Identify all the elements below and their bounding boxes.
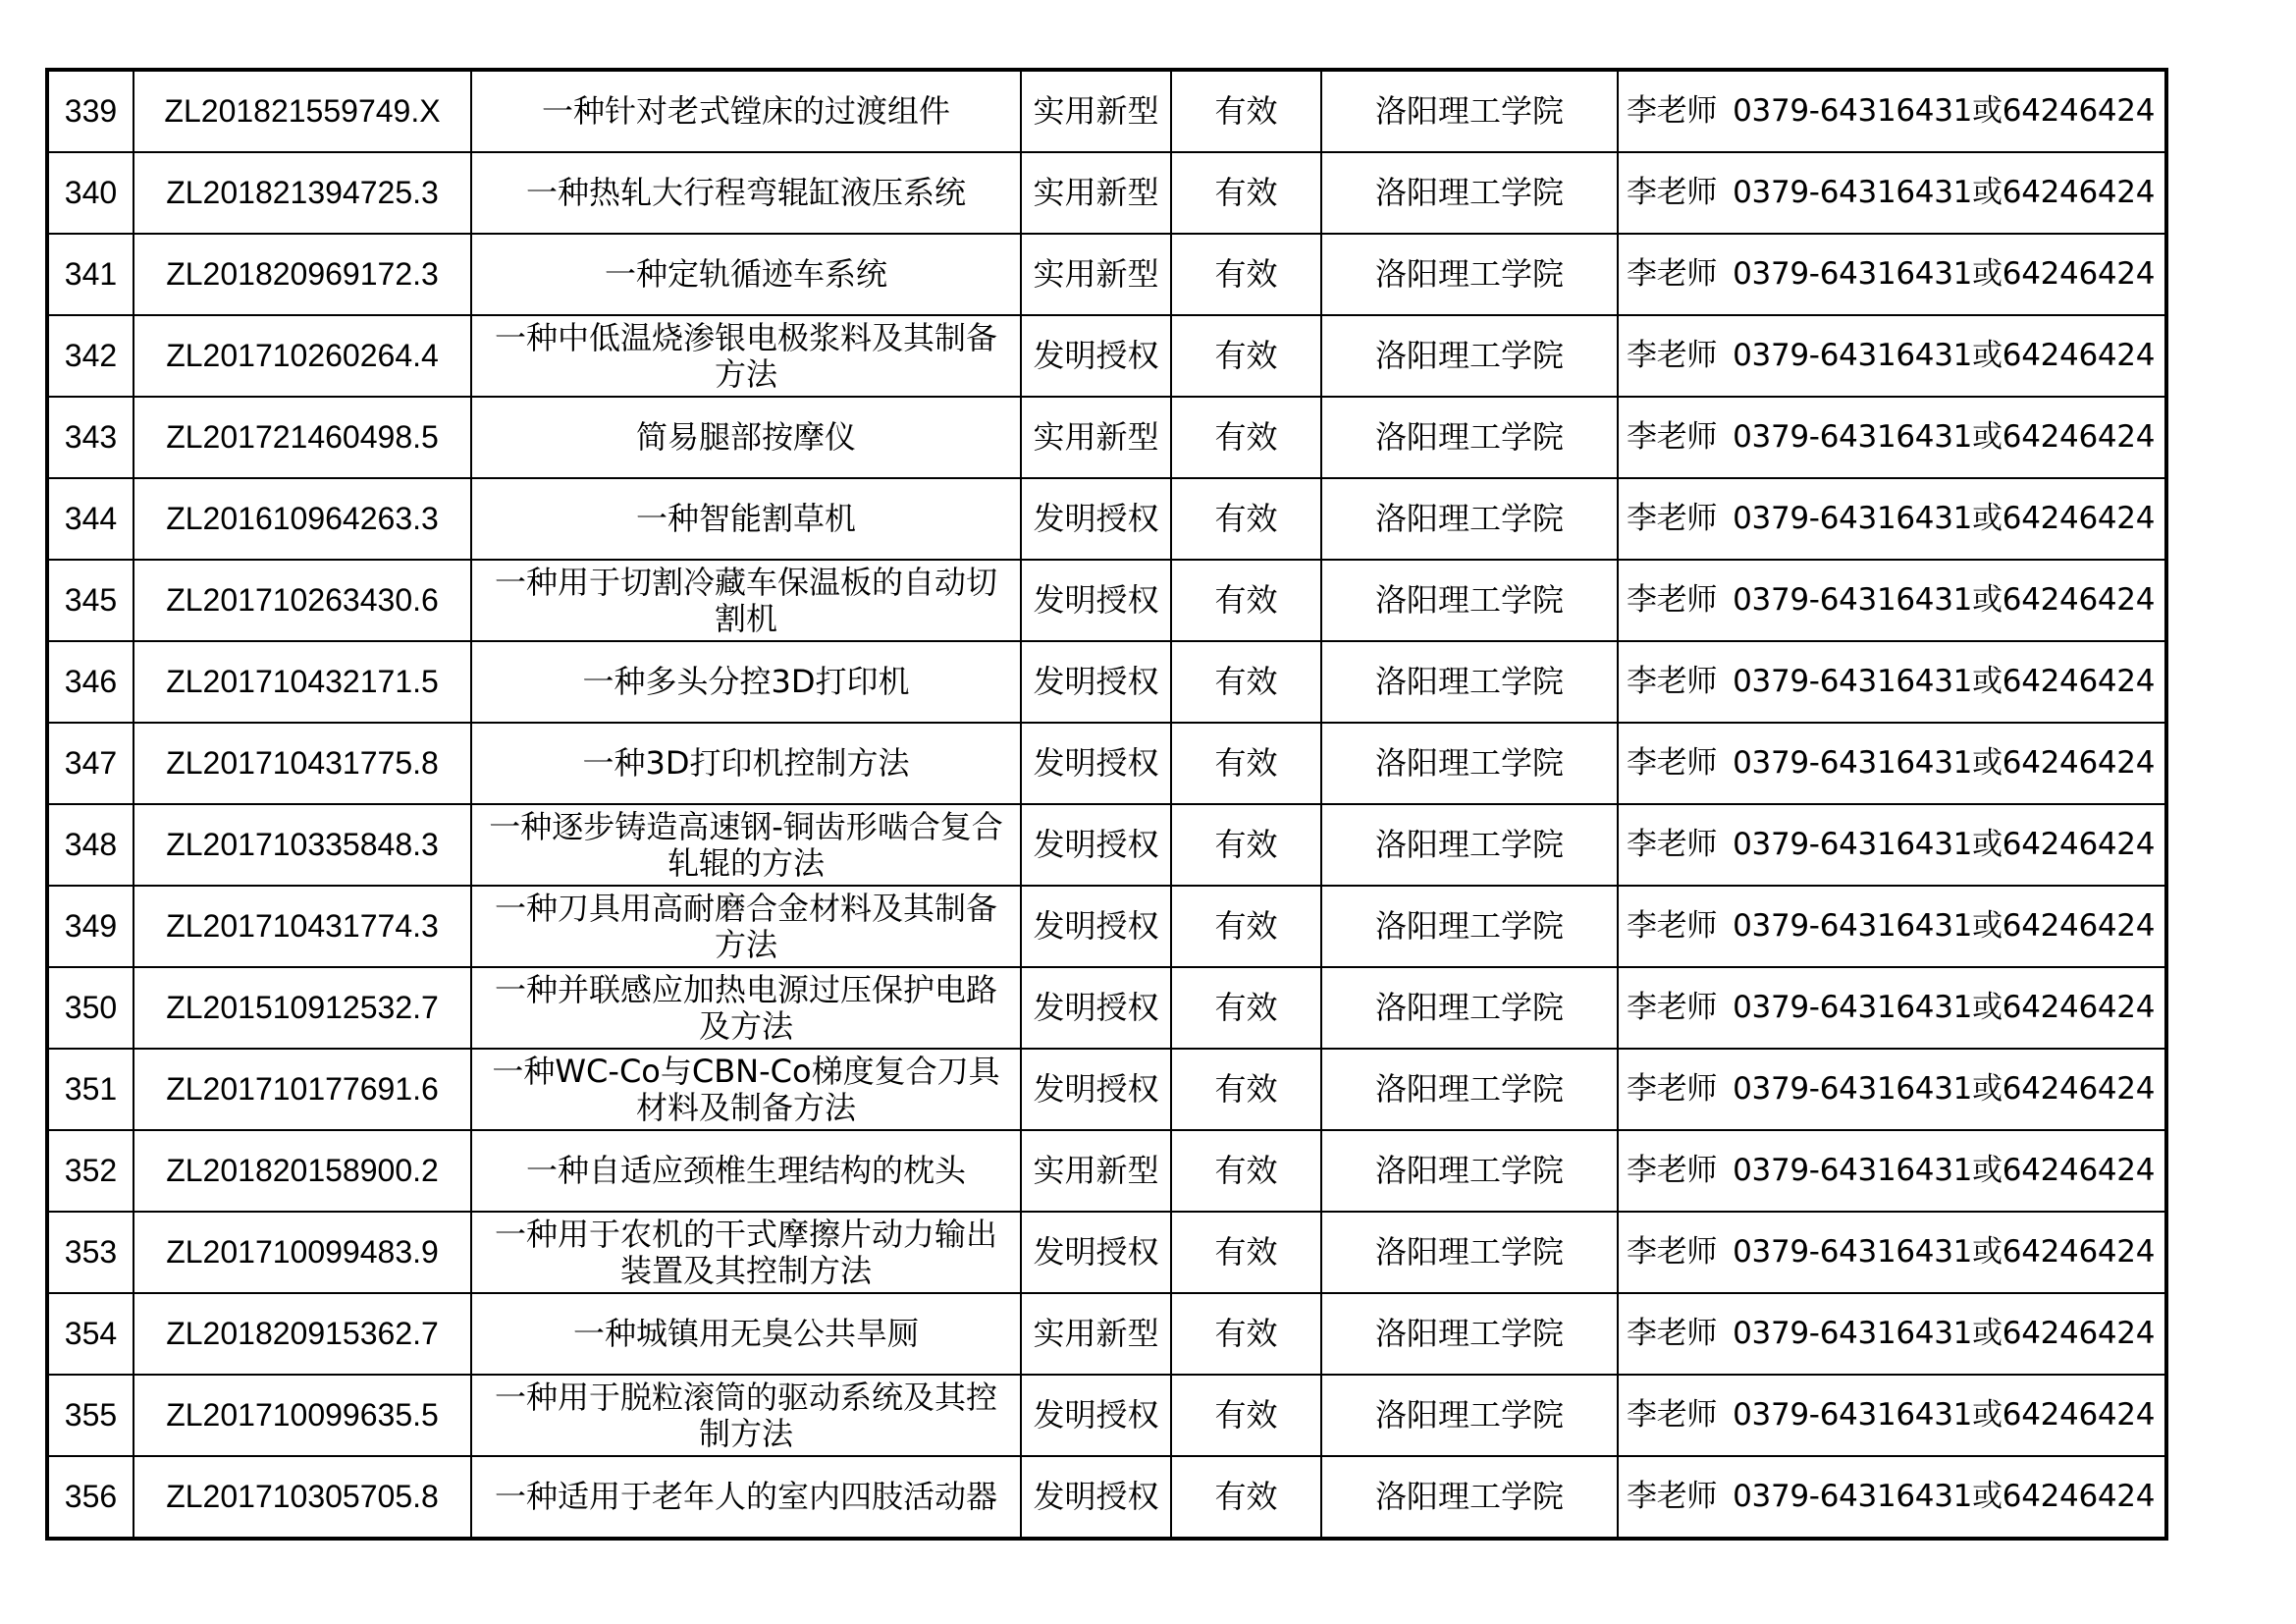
contact-cell — [1618, 1293, 2166, 1375]
patent-id-cell: ZL201710099483.9 — [133, 1212, 471, 1293]
patent-status-cell: 有效 — [1171, 1293, 1321, 1375]
patent-title-cell: 一种刀具用高耐磨合金材料及其制备方法 — [471, 886, 1021, 967]
organization-cell: 洛阳理工学院 — [1321, 152, 1618, 234]
patent-title-cell: 一种城镇用无臭公共旱厕 — [471, 1293, 1021, 1375]
contact-cell — [1618, 478, 2166, 560]
contact-cell — [1618, 234, 2166, 315]
patent-title-cell: 一种3D打印机控制方法 — [471, 723, 1021, 804]
row-number-cell: 355 — [47, 1375, 133, 1456]
patent-table — [45, 68, 2168, 1541]
contact-name: 李老师 — [1627, 175, 1718, 210]
row-number-cell: 356 — [47, 1456, 133, 1539]
contact-name: 李老师 — [1627, 256, 1718, 292]
row-number-cell: 349 — [47, 886, 133, 967]
contact-name: 李老师 — [1627, 1071, 1718, 1107]
row-number-cell: 341 — [47, 234, 133, 315]
table-row — [47, 478, 2166, 560]
contact-name: 李老师 — [1627, 501, 1718, 536]
organization-cell: 洛阳理工学院 — [1321, 804, 1618, 886]
patent-type-cell: 实用新型 — [1021, 234, 1171, 315]
row-number-cell: 352 — [47, 1130, 133, 1212]
patent-status-cell: 有效 — [1171, 397, 1321, 478]
patent-status-cell: 有效 — [1171, 804, 1321, 886]
patent-id-cell: ZL201821559749.X — [133, 70, 471, 152]
organization-cell: 洛阳理工学院 — [1321, 1130, 1618, 1212]
organization-cell: 洛阳理工学院 — [1321, 1293, 1618, 1375]
patent-id-cell: ZL201710263430.6 — [133, 560, 471, 641]
row-number-cell: 350 — [47, 967, 133, 1049]
contact-name: 李老师 — [1627, 827, 1718, 862]
patent-type-cell: 实用新型 — [1021, 70, 1171, 152]
patent-id-cell: ZL201821394725.3 — [133, 152, 471, 234]
patent-title-cell: 一种定轨循迹车系统 — [471, 234, 1021, 315]
patent-status-cell: 有效 — [1171, 723, 1321, 804]
patent-id-cell: ZL201721460498.5 — [133, 397, 471, 478]
contact-cell — [1618, 1130, 2166, 1212]
organization-cell: 洛阳理工学院 — [1321, 1456, 1618, 1539]
patent-id-cell: ZL201710335848.3 — [133, 804, 471, 886]
patent-type-cell: 发明授权 — [1021, 723, 1171, 804]
patent-type-cell: 发明授权 — [1021, 1375, 1171, 1456]
patent-status-cell: 有效 — [1171, 70, 1321, 152]
organization-cell: 洛阳理工学院 — [1321, 234, 1618, 315]
organization-cell: 洛阳理工学院 — [1321, 723, 1618, 804]
contact-phone: 0379-64316431或64246424 — [1733, 175, 2156, 210]
patent-id-cell: ZL201820915362.7 — [133, 1293, 471, 1375]
organization-cell: 洛阳理工学院 — [1321, 560, 1618, 641]
contact-name: 李老师 — [1627, 1153, 1718, 1188]
contact-phone: 0379-64316431或64246424 — [1733, 908, 2156, 944]
table-row — [47, 723, 2166, 804]
contact-cell — [1618, 804, 2166, 886]
organization-cell: 洛阳理工学院 — [1321, 1375, 1618, 1456]
row-number-cell: 343 — [47, 397, 133, 478]
patent-type-cell: 实用新型 — [1021, 1130, 1171, 1212]
contact-cell — [1618, 397, 2166, 478]
patent-status-cell: 有效 — [1171, 1049, 1321, 1130]
patent-title-cell: 一种逐步铸造高速钢-铜齿形啮合复合轧辊的方法 — [471, 804, 1021, 886]
patent-title-cell: 一种用于脱粒滚筒的驱动系统及其控制方法 — [471, 1375, 1021, 1456]
contact-phone: 0379-64316431或64246424 — [1733, 1479, 2156, 1514]
contact-phone: 0379-64316431或64246424 — [1733, 664, 2156, 699]
patent-title-cell: 一种并联感应加热电源过压保护电路及方法 — [471, 967, 1021, 1049]
patent-id-cell: ZL201820158900.2 — [133, 1130, 471, 1212]
contact-name: 李老师 — [1627, 908, 1718, 944]
contact-cell — [1618, 70, 2166, 152]
contact-cell — [1618, 641, 2166, 723]
table-row — [47, 1293, 2166, 1375]
patent-id-cell: ZL201710305705.8 — [133, 1456, 471, 1539]
patent-status-cell: 有效 — [1171, 478, 1321, 560]
table-row — [47, 1456, 2166, 1539]
table-row — [47, 70, 2166, 152]
contact-name: 李老师 — [1627, 745, 1718, 781]
patent-status-cell: 有效 — [1171, 1456, 1321, 1539]
patent-title-cell: 一种热轧大行程弯辊缸液压系统 — [471, 152, 1021, 234]
row-number-cell: 340 — [47, 152, 133, 234]
table-row — [47, 397, 2166, 478]
contact-name: 李老师 — [1627, 338, 1718, 373]
table-row — [47, 967, 2166, 1049]
patent-id-cell: ZL201710432171.5 — [133, 641, 471, 723]
patent-id-cell: ZL201710099635.5 — [133, 1375, 471, 1456]
table-row — [47, 1130, 2166, 1212]
patent-title-cell: 一种WC-Co与CBN-Co梯度复合刀具材料及制备方法 — [471, 1049, 1021, 1130]
contact-name: 李老师 — [1627, 1479, 1718, 1514]
contact-name: 李老师 — [1627, 1234, 1718, 1270]
patent-title-cell: 一种自适应颈椎生理结构的枕头 — [471, 1130, 1021, 1212]
patent-status-cell: 有效 — [1171, 1130, 1321, 1212]
contact-name: 李老师 — [1627, 93, 1718, 129]
contact-cell — [1618, 315, 2166, 397]
patent-title-cell: 一种用于农机的干式摩擦片动力输出装置及其控制方法 — [471, 1212, 1021, 1293]
contact-phone: 0379-64316431或64246424 — [1733, 419, 2156, 455]
patent-type-cell: 发明授权 — [1021, 315, 1171, 397]
row-number-cell: 345 — [47, 560, 133, 641]
patent-title-cell: 一种针对老式镗床的过渡组件 — [471, 70, 1021, 152]
patent-id-cell: ZL201510912532.7 — [133, 967, 471, 1049]
contact-phone: 0379-64316431或64246424 — [1733, 745, 2156, 781]
contact-cell — [1618, 152, 2166, 234]
patent-title-cell: 一种适用于老年人的室内四肢活动器 — [471, 1456, 1021, 1539]
patent-title-cell: 一种智能割草机 — [471, 478, 1021, 560]
contact-phone: 0379-64316431或64246424 — [1733, 1234, 2156, 1270]
contact-phone: 0379-64316431或64246424 — [1733, 582, 2156, 618]
table-row — [47, 641, 2166, 723]
contact-phone: 0379-64316431或64246424 — [1733, 338, 2156, 373]
patent-status-cell: 有效 — [1171, 1375, 1321, 1456]
contact-phone: 0379-64316431或64246424 — [1733, 1397, 2156, 1433]
patent-title-cell: 一种用于切割冷藏车保温板的自动切割机 — [471, 560, 1021, 641]
patent-id-cell: ZL201710260264.4 — [133, 315, 471, 397]
row-number-cell: 353 — [47, 1212, 133, 1293]
contact-cell — [1618, 1049, 2166, 1130]
patent-title-cell: 一种多头分控3D打印机 — [471, 641, 1021, 723]
patent-title-cell: 简易腿部按摩仪 — [471, 397, 1021, 478]
organization-cell: 洛阳理工学院 — [1321, 1212, 1618, 1293]
contact-phone: 0379-64316431或64246424 — [1733, 1316, 2156, 1351]
patent-type-cell: 发明授权 — [1021, 641, 1171, 723]
row-number-cell: 347 — [47, 723, 133, 804]
patent-status-cell: 有效 — [1171, 152, 1321, 234]
contact-name: 李老师 — [1627, 1316, 1718, 1351]
organization-cell: 洛阳理工学院 — [1321, 397, 1618, 478]
contact-phone: 0379-64316431或64246424 — [1733, 1153, 2156, 1188]
contact-phone: 0379-64316431或64246424 — [1733, 93, 2156, 129]
contact-phone: 0379-64316431或64246424 — [1733, 990, 2156, 1025]
contact-name: 李老师 — [1627, 664, 1718, 699]
row-number-cell: 339 — [47, 70, 133, 152]
organization-cell: 洛阳理工学院 — [1321, 1049, 1618, 1130]
contact-phone: 0379-64316431或64246424 — [1733, 256, 2156, 292]
contact-name: 李老师 — [1627, 419, 1718, 455]
table-row — [47, 804, 2166, 886]
patent-type-cell: 实用新型 — [1021, 1293, 1171, 1375]
patent-type-cell: 发明授权 — [1021, 804, 1171, 886]
row-number-cell: 346 — [47, 641, 133, 723]
patent-type-cell: 发明授权 — [1021, 478, 1171, 560]
contact-cell — [1618, 967, 2166, 1049]
patent-id-cell: ZL201710431775.8 — [133, 723, 471, 804]
patent-id-cell: ZL201710431774.3 — [133, 886, 471, 967]
patent-status-cell: 有效 — [1171, 641, 1321, 723]
patent-status-cell: 有效 — [1171, 234, 1321, 315]
organization-cell: 洛阳理工学院 — [1321, 967, 1618, 1049]
patent-status-cell: 有效 — [1171, 560, 1321, 641]
patent-id-cell: ZL201610964263.3 — [133, 478, 471, 560]
table-row — [47, 1212, 2166, 1293]
table-row — [47, 560, 2166, 641]
row-number-cell: 342 — [47, 315, 133, 397]
patent-status-cell: 有效 — [1171, 1212, 1321, 1293]
patent-id-cell: ZL201820969172.3 — [133, 234, 471, 315]
row-number-cell: 344 — [47, 478, 133, 560]
table-row — [47, 152, 2166, 234]
organization-cell: 洛阳理工学院 — [1321, 886, 1618, 967]
table-row — [47, 1375, 2166, 1456]
patent-type-cell: 发明授权 — [1021, 886, 1171, 967]
row-number-cell: 351 — [47, 1049, 133, 1130]
patent-type-cell: 发明授权 — [1021, 967, 1171, 1049]
patent-status-cell: 有效 — [1171, 315, 1321, 397]
contact-cell — [1618, 1375, 2166, 1456]
row-number-cell: 348 — [47, 804, 133, 886]
table-body — [47, 70, 2166, 1539]
patent-status-cell: 有效 — [1171, 886, 1321, 967]
contact-name: 李老师 — [1627, 1397, 1718, 1433]
organization-cell: 洛阳理工学院 — [1321, 315, 1618, 397]
organization-cell: 洛阳理工学院 — [1321, 641, 1618, 723]
contact-phone: 0379-64316431或64246424 — [1733, 1071, 2156, 1107]
contact-cell — [1618, 560, 2166, 641]
patent-type-cell: 发明授权 — [1021, 1049, 1171, 1130]
table-row — [47, 234, 2166, 315]
organization-cell: 洛阳理工学院 — [1321, 70, 1618, 152]
contact-cell — [1618, 1456, 2166, 1539]
patent-status-cell: 有效 — [1171, 967, 1321, 1049]
contact-phone: 0379-64316431或64246424 — [1733, 501, 2156, 536]
organization-cell: 洛阳理工学院 — [1321, 478, 1618, 560]
contact-cell — [1618, 886, 2166, 967]
patent-title-cell: 一种中低温烧渗银电极浆料及其制备方法 — [471, 315, 1021, 397]
patent-type-cell: 实用新型 — [1021, 152, 1171, 234]
contact-cell — [1618, 723, 2166, 804]
contact-name: 李老师 — [1627, 990, 1718, 1025]
patent-type-cell: 发明授权 — [1021, 1456, 1171, 1539]
table-row — [47, 886, 2166, 967]
patent-type-cell: 发明授权 — [1021, 560, 1171, 641]
patent-id-cell: ZL201710177691.6 — [133, 1049, 471, 1130]
contact-cell — [1618, 1212, 2166, 1293]
patent-type-cell: 发明授权 — [1021, 1212, 1171, 1293]
patent-type-cell: 实用新型 — [1021, 397, 1171, 478]
table-row — [47, 315, 2166, 397]
contact-phone: 0379-64316431或64246424 — [1733, 827, 2156, 862]
table-row — [47, 1049, 2166, 1130]
row-number-cell: 354 — [47, 1293, 133, 1375]
contact-name: 李老师 — [1627, 582, 1718, 618]
